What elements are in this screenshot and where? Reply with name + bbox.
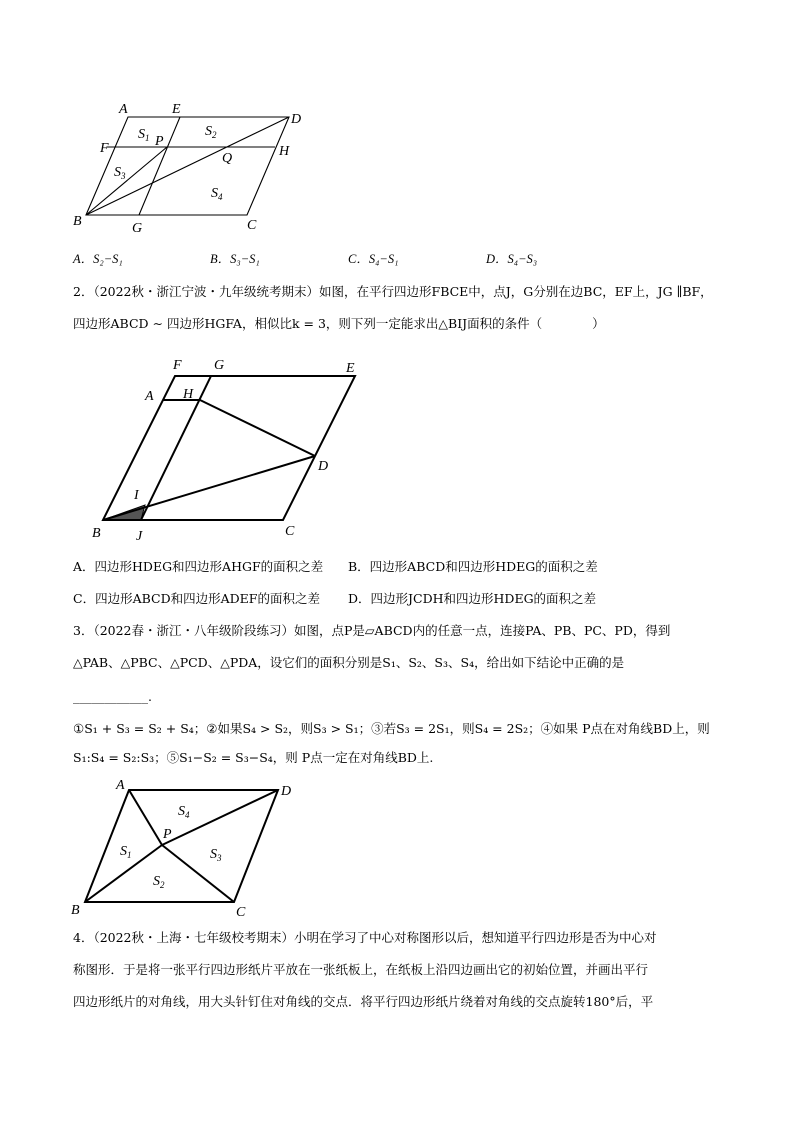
q1-option-b: B．S₃−S₁ xyxy=(210,252,260,266)
fig3-label-D: D xyxy=(281,784,292,799)
q3-stem-line1: 3．（2022春・浙江・八年级阶段练习）如图，点P是▱ABCD内的任意一点，连接PA、PB、PC、PD，得到 xyxy=(73,623,671,638)
q2-option-b: B．四边形ABCD和四边形HDEG的面积之差 xyxy=(348,559,598,574)
fig3-region-s1: $S_1$ xyxy=(120,844,132,860)
fig1-label-H: H xyxy=(279,144,290,159)
fig2-label-I: I xyxy=(134,488,139,503)
fig1-label-F: F xyxy=(100,141,109,156)
fig1-label-E: E xyxy=(172,102,181,117)
fig2-label-E: E xyxy=(346,361,355,376)
fig1-label-B: B xyxy=(73,214,82,229)
q1-option-a: A．S₂−S₁ xyxy=(73,252,123,266)
q2-option-d: D．四边形JCDH和四边形HDEG的面积之差 xyxy=(348,591,597,606)
fig1-label-G: G xyxy=(132,221,143,236)
fig1-label-P: P xyxy=(155,134,164,149)
fig1-label-A: A xyxy=(119,102,128,117)
q2-stem-line2: 四边形ABCD ∼ 四边形HGFA，相似比k = 3，则下列一定能求出△BIJ面积的条件（ ） xyxy=(73,316,605,331)
q4-stem-line2: 称图形．于是将一张平行四边形纸片平放在一张纸板上，在纸板上沿四边画出它的初始位置，并画出平行 xyxy=(73,962,649,977)
fig2-label-B: B xyxy=(92,526,101,541)
q2-option-a: A．四边形HDEG和四边形AHGF的面积之差 xyxy=(73,559,324,574)
fig2-label-J: J xyxy=(136,529,143,544)
fig1-region-s3: $S_3$ xyxy=(114,165,126,181)
q1-option-c: C．S₄−S₁ xyxy=(348,252,399,266)
fig3-region-s3: $S_3$ xyxy=(210,847,222,863)
fig1-region-s1: $S_1$ xyxy=(138,127,150,143)
fig1-label-C: C xyxy=(247,218,257,233)
fig1-line-BP xyxy=(86,147,167,215)
q3-conclusions-line2: S₁:S₄ = S₂:S₃；⑤S₁−S₂ = S₃−S₄，则 P点一定在对角线BD上. xyxy=(73,750,434,765)
q3-stem-line2: △PAB、△PBC、△PCD、△PDA，设它们的面积分别是S₁、S₂、S₃、S₄，给出如下结论中正确的是 xyxy=(73,655,625,670)
fig2-label-C: C xyxy=(285,524,295,539)
fig1-label-D: D xyxy=(291,112,302,127)
q4-stem-line3: 四边形纸片的对角线，用大头针钉住对角线的交点．将平行四边形纸片绕着对角线的交点旋转180°后，平 xyxy=(73,994,654,1009)
fig3-label-P: P xyxy=(163,827,172,842)
fig1-label-Q: Q xyxy=(222,151,233,166)
q1-option-d: D．S₄−S₃ xyxy=(486,252,538,266)
fig3-region-s2: $S_2$ xyxy=(153,874,165,890)
fig1-region-s4: $S_4$ xyxy=(211,186,223,202)
fig2-label-G: G xyxy=(214,358,225,373)
q2-stem-line1: 2．（2022秋・浙江宁波・九年级统考期末）如图，在平行四边形FBCE中，点J，G分别在边BC，EF上，JG ∥BF， xyxy=(73,284,713,299)
fig2-label-H: H xyxy=(183,387,194,402)
fig3-label-A: A xyxy=(116,778,125,793)
fig3-label-B: B xyxy=(71,903,80,918)
fig1-region-s2: $S_2$ xyxy=(205,124,217,140)
fig3-label-C: C xyxy=(236,905,246,920)
fig2-label-D: D xyxy=(318,459,329,474)
fig2-label-F: F xyxy=(173,358,182,373)
q4-stem-line1: 4．（2022秋・上海・七年级校考期末）小明在学习了中心对称图形以后，想知道平行四边形是否为中心对 xyxy=(73,930,657,945)
q3-conclusions-line1: ①S₁ + S₃ = S₂ + S₄；②如果S₄ > S₂，则S₃ > S₁；③若S₃ = 2S₁，则S₄ = 2S₂；④如果 P点在对角线BD上，则 xyxy=(73,721,710,736)
q2-option-c: C．四边形ABCD和四边形ADEF的面积之差 xyxy=(73,591,320,606)
q3-answer-blank: ____________. xyxy=(73,689,152,704)
fig3-region-s4: $S_4$ xyxy=(178,804,190,820)
fig2-label-A: A xyxy=(145,389,154,404)
